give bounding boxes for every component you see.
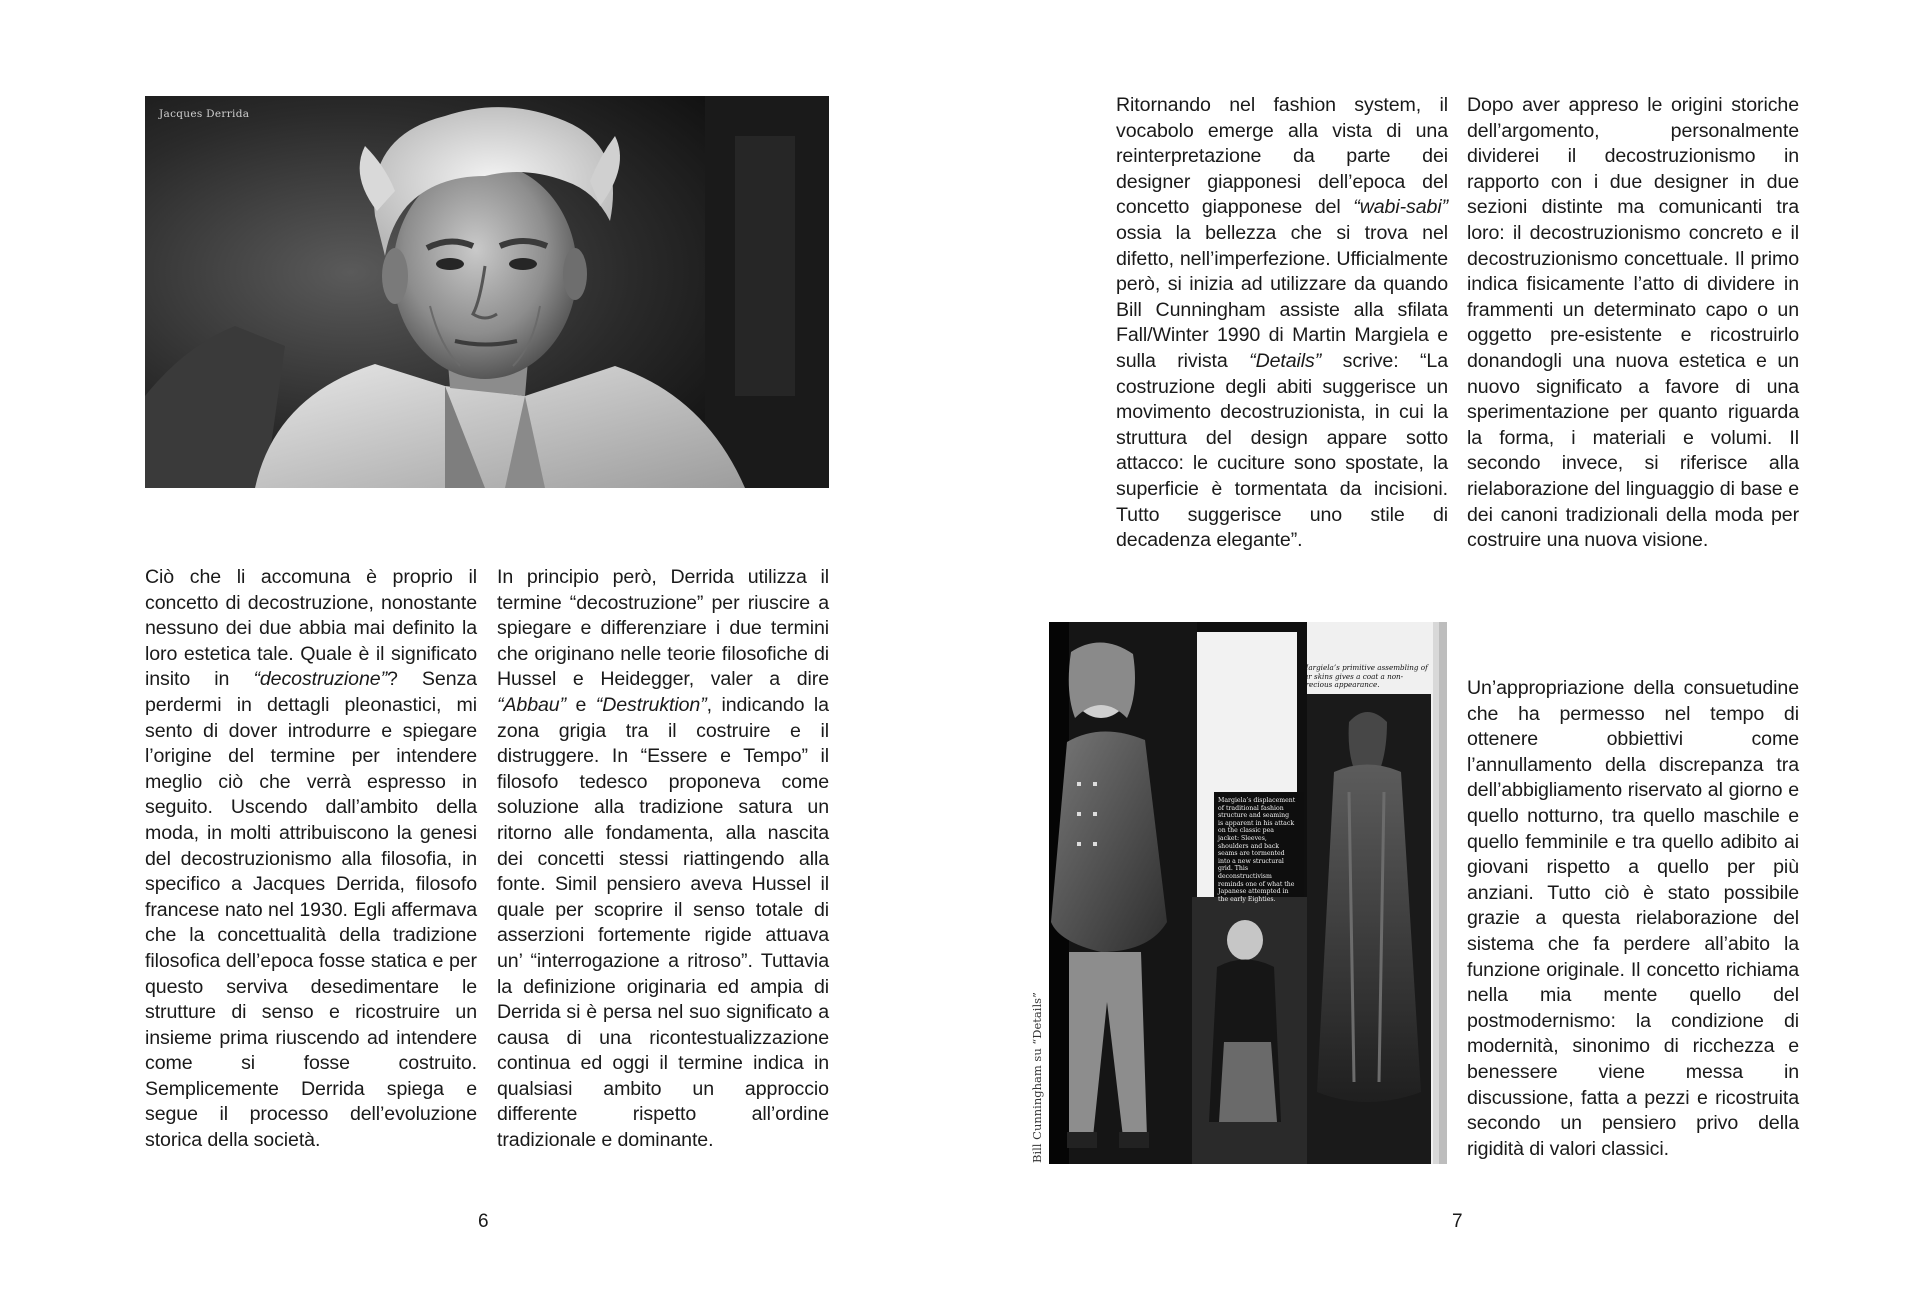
text-run: e xyxy=(566,693,596,716)
right-column-3 xyxy=(1467,676,1799,1162)
text-run: Dopo aver appreso le origini storiche dell’argomento, personalmente dividerei il decostruzionismo in rapporto con i due designer in due sezioni distinte ma comunicanti tra loro: il decostruzionismo concreto e il decostruzionismo concettuale. Il primo indica fisicamente l’atto di dividere in frammenti un determinato capo o un oggetto pre-esistente e ricostruirlo donandogli una nuova estetica e un nuovo significato a favore di una sperimentazione per quanto riguarda la forma, i materiali e volumi. Il secondo invece, si riferisce alla rielaborazione del linguaggio di base e dei canoni tradizionali della moda per costruire una nuova visione. xyxy=(1467,94,1799,552)
page-number-right: 7 xyxy=(1452,1211,1463,1232)
paragraph xyxy=(1467,676,1799,1162)
text-run: ? Senza perdermi in dettagli pleonastici, mi sento di dover introdurre e spiegare l’origine del termine per intendere meglio ciò che verrà espresso in seguito. Uscendo dall’ambito della moda, in molti attribuiscono la genesi del decostruzionismo alla filosofia, in specifico a Jacques Derrida, filosofo francese nato nel 1930. Egli affermava che la concettualità della tradizione filosofica dell’epoca fosse statica e per questo serviva desedimentare le strutture di senso e ricostruire un insieme prima riuscendo ad intendere come si fosse costruito. Semplicemente Derrida spiega e segue il processo dell’evoluzione storica della società. xyxy=(145,668,477,1152)
italic-term: “Details” xyxy=(1249,349,1322,372)
text-run: Un’appropriazione della consuetudine che ha permesso nel tempo di ottenere obbiettivi come l’annullamento della discrepanza tra dell’abbigliamento riservato al giorno e quello notturno, tra quello maschile e quello femminile e tra quello adibito ai giovani rispetto a quello per più anziani. Tutto ciò è stato possibile grazie a questa rielaborazione del sistema che fa perdere all’abito la funzione originale. Il concetto richiama nella mia mente quello del postmodernismo: la condizione di modernità, sinonimo di ricchezza e benessere viene messa in discussione, fatta a pezzi e ricostruita secondo un pensiero privo della rigidità di valori classici. xyxy=(1467,677,1799,1160)
text-run: Ciò che li accomuna è proprio il concetto di decostruzione, nonostante nessuno dei due abbia mai definito la loro estetica tale. Quale è il significato insito in xyxy=(145,566,477,691)
text-run: scrive: “La costruzione degli abiti suggerisce un movimento decostruzionista, in cui la struttura del design appare sotto attacco: le cuciture sono spostate, la superficie è tormentata da incisioni. Tutto suggerisce uno stile di decadenza elegante”. xyxy=(1116,349,1448,552)
text-run: In principio però, Derrida utilizza il termine “decostruzione” per riuscire a spiegare e differenziare i due termini che originano nelle teorie filosofiche di Hussel e Heidegger, valer a dire xyxy=(497,566,829,691)
right-page xyxy=(960,0,1920,1296)
text-run: Ritornando nel fashion system, il vocabolo emerge alla vista di una reinterpretazione da parte dei designer giapponesi dell’epoca del concetto giapponese del xyxy=(1116,94,1448,219)
left-column-1 xyxy=(145,565,477,1154)
photo-caption: Jacques Derrida xyxy=(159,108,250,120)
italic-term: “Abbau” xyxy=(497,693,567,716)
paragraph xyxy=(1116,93,1448,554)
text-run: ossia la bellezza che si trova nel difetto, nell’imperfezione. Ufficialmente però, si inizia ad utilizzare da quando Bill Cunningham assiste alla sfilata Fall/Winter 1990 di Martin Margiela e sulla rivista xyxy=(1116,221,1448,372)
magazine-caption-fur: Margiela’s primitive assembling of fur skins gives a coat a non-precious appearance. xyxy=(1301,663,1428,690)
paragraph xyxy=(145,565,477,1154)
left-column-2 xyxy=(497,565,829,1154)
italic-term: “Destruktion” xyxy=(595,693,707,716)
details-magazine-clipping xyxy=(1049,622,1447,1164)
derrida-portrait-photo xyxy=(145,96,829,488)
italic-term: “decostruzione” xyxy=(253,668,387,691)
magazine-caption-pea-jacket: Margiela’s displacement of traditional fashion structure and seaming is apparent in his attack on the classic pea jacket: Sleeves, shoulders and back seams are tormented into a new structural grid. This deconstructivism reminds one of what the Japanese attempted in the early Eighties. xyxy=(1218,797,1296,903)
page-number-left: 6 xyxy=(478,1211,489,1232)
paragraph xyxy=(497,565,829,1154)
vertical-photo-credit: Bill Cunningham su “Details” xyxy=(1030,992,1044,1163)
paragraph xyxy=(1467,93,1799,554)
italic-term: “wabi-sabi” xyxy=(1353,196,1448,219)
portrait-illustration xyxy=(145,96,829,488)
right-column-2 xyxy=(1467,93,1799,554)
text-run: , indicando la zona grigia tra il costruire e il distruggere. In “Essere e Tempo” il filosofo tedesco proponeva come soluzione alla tradizione satura un ritorno alle fondamenta, alla nascita dei concetti stessi riattingendo alla fonte. Simil pensiero aveva Hussel il quale per scoprire il senso totale di asserzioni fortemente rigide attuava un’ “interrogazione a ritroso”. Tuttavia la definizione originaria ed ampia di Derrida si è persa nel suo significato a causa di una ricontestualizzazione continua ed oggi il termine indica in qualsiasi ambito un approccio differente rispetto all’ordine tradizionale e dominante. xyxy=(497,693,829,1152)
right-column-1 xyxy=(1116,93,1448,554)
